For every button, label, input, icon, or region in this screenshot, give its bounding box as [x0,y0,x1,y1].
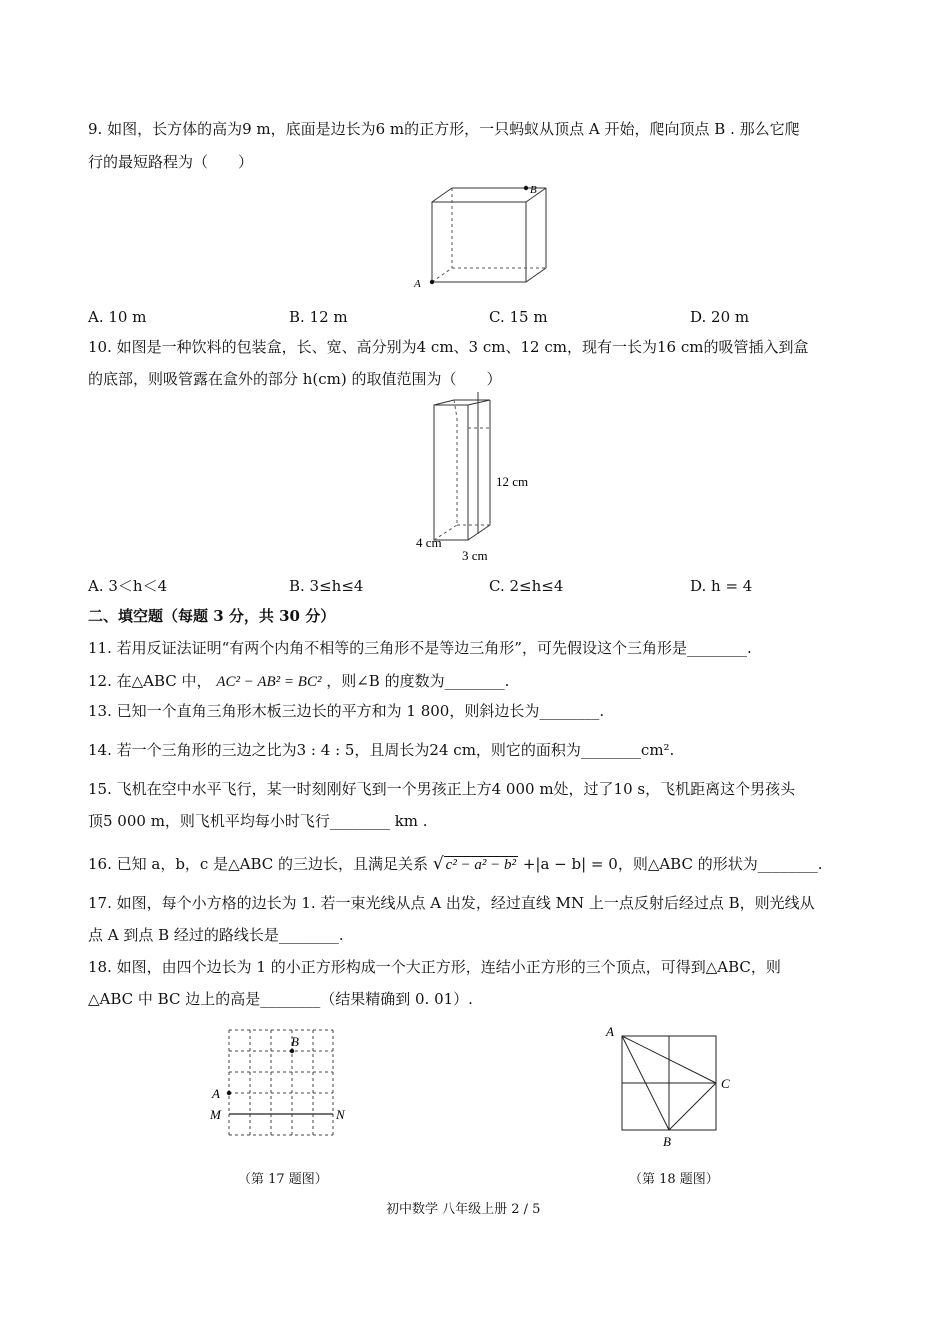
q10-option-a: A. 3＜h＜4 [88,577,168,595]
q9-option-d: D. 20 m [690,308,750,326]
q18-label-c: C [721,1076,730,1091]
q9-option-a: A. 10 m [88,308,147,326]
q9-point-a [430,280,434,284]
q16-tail: +|a − b| = 0，则△ABC 的形状为________. [522,855,823,873]
q11-text: 11. 若用反证法证明“有两个内角不相等的三角形不是等边三角形”，可先假设这个三角形是________. [88,639,752,657]
q18-line2: △ABC 中 BC 边上的高是________（结果精确到 0. 01）. [88,990,473,1008]
q15-line1: 15. 飞机在空中水平飞行，某一时刻刚好飞到一个男孩正上方4 000 m处，过了10 s，飞机距离这个男孩头 [88,780,796,798]
q10-option-c: C. 2≤h≤4 [489,577,564,595]
q17-caption: （第 17 题图） [238,1172,328,1187]
q18-line1: 18. 如图，由四个边长为 1 的小正方形构成一个大正方形，连结小正方形的三个顶点，可得到△ABC，则 [88,958,781,976]
q9-cuboid [410,180,560,295]
q18-label-b: B [663,1134,671,1149]
page-footer: 初中数学 八年级上册 2 / 5 [386,1202,541,1217]
q17-line1: 17. 如图，每个小方格的边长为 1. 若一束光线从点 A 出发，经过直线 MN 上一点反射后经过点 B，则光线从 [88,894,815,912]
q15-line2: 顶5 000 m，则飞机平均每小时飞行________ km . [88,812,428,830]
q16-radicand: c² − a² − b² [445,857,517,873]
q9-label-b: B [530,184,537,196]
q16-intro: 16. 已知 a，b，c 是△ABC 的三边长，且满足关系 [88,855,429,873]
q10-option-d: D. h = 4 [690,577,753,595]
q12-line [88,671,509,692]
q16-sqrt-sign: √ [432,854,444,874]
q17-label-n: N [336,1107,345,1122]
q17-point-b [290,1049,294,1053]
q17-label-m: M [210,1107,221,1122]
q18-side-bc [669,1083,716,1130]
q17-grid-figure [205,1028,365,1143]
q13-text: 13. 已知一个直角三角形木板三边长的平方和为 1 800，则斜边长为________. [88,702,605,720]
q9-option-b: B. 12 m [289,308,348,326]
q17-line2: 点 A 到点 B 经过的路线长是________. [88,926,344,944]
q10-line1: 10. 如图是一种饮料的包装盒，长、宽、高分别为4 cm、3 cm、12 cm，现有一长为16 cm的吸管插入到盒 [88,338,809,356]
q17-label-a: A [212,1086,220,1101]
q12-tail: ，则∠B 的度数为________. [326,672,510,690]
q9-label-a: A [414,278,421,290]
q12-intro: 12. 在△ABC 中， [88,672,212,690]
q10-label-length: 4 cm [416,535,442,550]
q18-squares-figure [600,1022,740,1152]
section-heading: 二、填空题（每题 3 分，共 30 分） [88,607,336,625]
q9-option-c: C. 15 m [489,308,548,326]
q17-point-a [227,1091,231,1095]
q9-line1: 9. 如图，长方体的高为9 m，底面是边长为6 m的正方形，一只蚂蚁从顶点 A 开始，爬向顶点 B . 那么它爬 [88,120,800,138]
q10-label-height: 12 cm [496,474,529,489]
q9-point-b [524,186,528,190]
q10-label-width: 3 cm [462,548,488,563]
q14-text: 14. 若一个三角形的三边之比为3 : 4 : 5，且周长为24 cm，则它的面积为________cm². [88,741,675,759]
q10-line2: 的底部，则吸管露在盒外的部分 h(cm) 的取值范围为（ ） [88,370,502,388]
q10-box-figure [410,398,550,564]
q17-label-b: B [291,1034,299,1049]
q18-label-a: A [606,1024,614,1039]
q18-caption: （第 18 题图） [629,1172,719,1187]
q12-equation: AC² − AB² = BC² [216,674,322,690]
q10-option-b: B. 3≤h≤4 [289,577,364,595]
q16-line [88,854,823,875]
q9-line2: 行的最短路程为（ ） [88,153,254,171]
